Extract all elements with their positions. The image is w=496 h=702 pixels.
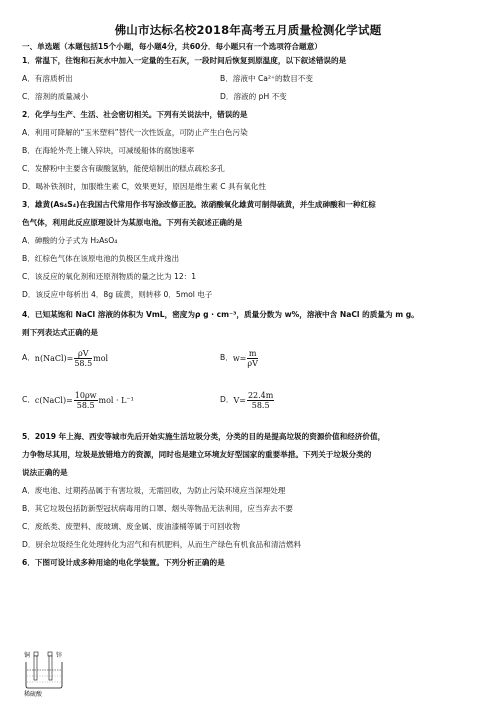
q3-stem-line2: 色气体，利用此反应原理设计为某原电池。下列有关叙述正确的是 <box>22 218 243 227</box>
q4-option-c-fraction <box>74 391 98 410</box>
q5-stem-line3: 说法正确的是 <box>22 468 68 477</box>
q5-option-b[interactable]: B．其它垃圾包括防新型冠状病毒用的口罩、烟头等物品无法利用，应当弃去不要 <box>22 504 293 513</box>
q3-option-d[interactable]: D．该反应中每析出 4．8g 硫黄，则转移 0．5mol 电子 <box>22 290 213 299</box>
q4-option-d-denominator: 58.5 <box>251 400 270 410</box>
beaker <box>26 662 62 688</box>
q4-option-a-label: A． <box>22 353 35 362</box>
q4-option-c[interactable] <box>22 382 134 418</box>
terminal-right <box>48 652 52 656</box>
zinc-label: 锌 <box>56 652 63 659</box>
q4-option-d[interactable] <box>220 382 275 418</box>
q1-option-d[interactable]: D．溶液的 pH 不变 <box>220 92 287 101</box>
q4-option-b-fraction <box>247 349 257 368</box>
q4-option-d-numerator: 22.4m <box>247 390 274 400</box>
q4-option-b-label: B． <box>220 353 233 362</box>
copper-label: 铜 <box>24 652 31 659</box>
q4-option-c-denominator: 58.5 <box>76 400 95 410</box>
q4-option-d-label: D． <box>220 395 234 404</box>
q4-option-c-lhs: c(NaCl)= <box>34 395 73 405</box>
copper-electrode <box>34 656 37 680</box>
q4-option-a-lhs: n(NaCl)= <box>34 353 74 363</box>
q4-stem-line1: 4．已知某饱和 NaCl 溶液的体积为 VmL，密度为ρ g · cm⁻³，质量分数为 w%，溶液中含 NaCl 的质量为 m g。 <box>22 310 419 319</box>
q4-option-a-unit: mol <box>93 353 109 363</box>
q4-option-b-numerator: m <box>248 348 257 358</box>
q4-option-c-unit: mol · L⁻¹ <box>98 395 134 405</box>
zinc-electrode <box>49 656 52 680</box>
cell-diagram-svg <box>22 650 82 698</box>
q1-option-c[interactable]: C．溶剂的质量减小 <box>22 92 89 101</box>
q6-stem: 6．下图可设计成多种用途的电化学装置。下列分析正确的是 <box>22 558 225 567</box>
q4-stem-line2: 则下列表达式正确的是 <box>22 328 98 337</box>
q4-option-c-numerator: 10ρw <box>74 390 97 400</box>
q2-option-b[interactable]: B．在海轮外壳上镶入锌块，可减缓船体的腐蚀速率 <box>22 146 195 155</box>
q1-stem: 1．常温下，往饱和石灰水中加入一定量的生石灰，一段时间后恢复到原温度，以下叙述错误的是 <box>22 56 347 65</box>
q4-option-b[interactable] <box>220 340 259 376</box>
q4-option-a-denominator: 58.5 <box>74 358 93 368</box>
q4-option-b-lhs: w= <box>232 353 247 363</box>
terminal-left <box>34 652 38 656</box>
q2-stem: 2．化学与生产、生活、社会密切相关。下列有关说法中，错误的是 <box>22 110 248 119</box>
q2-option-c[interactable]: C．发酵粉中主要含有碳酸氢钠，能使焙制出的糕点疏松多孔 <box>22 164 225 173</box>
q5-option-d[interactable]: D．厨余垃圾经生化处理转化为沼气和有机肥料，从而生产绿色有机食品和清洁燃料 <box>22 540 302 549</box>
q5-stem-line2: 力争物尽其用，垃圾是放错地方的资源，同时也是建立环境友好型国家的重要举措。下列关于垃圾分类的 <box>22 450 372 459</box>
q3-option-c[interactable]: C．该反应的氧化剂和还原剂物质的量之比为 12：1 <box>22 272 197 281</box>
q4-option-a[interactable] <box>22 340 108 376</box>
q3-option-b[interactable]: B．红棕色气体在该原电池的负极区生成并逸出 <box>22 254 180 263</box>
q4-option-a-numerator: ρV <box>74 349 92 359</box>
q4-option-d-lhs: V= <box>233 395 246 405</box>
q2-option-a[interactable]: A．利用可降解的“玉米塑料”替代一次性饭盒，可防止产生白色污染 <box>22 128 248 137</box>
q1-option-a[interactable]: A．有溶质析出 <box>22 74 73 83</box>
q4-option-b-denominator: ρV <box>247 358 258 368</box>
q4-option-a-fraction <box>74 349 92 368</box>
q1-option-b[interactable]: B．溶液中 Ca²⁺的数目不变 <box>220 74 313 83</box>
q5-stem-line1: 5．2019 年上海、西安等城市先后开始实施生活垃圾分类，分类的目的是提高垃圾的资源价值和经济价值， <box>22 432 386 441</box>
q5-option-a[interactable]: A．废电池、过期药品属于有害垃圾，无需回收，为防止污染环境应当深埋处理 <box>22 486 286 495</box>
page-title: 佛山市达标名校2018年高考五月质量检测化学试题 <box>114 23 382 37</box>
q5-option-c[interactable]: C．废纸类、废塑料、废玻璃、废金属、废油漆桶等属于可回收物 <box>22 522 240 531</box>
electrochemical-cell-diagram <box>22 650 82 698</box>
section-heading: 一、单选题（本题包括15个小题，每小题4分，共60分．每小题只有一个选项符合题意） <box>22 42 322 51</box>
q3-stem-line1: 3．雄黄(As₄S₄)在我国古代常用作书写涂改修正胶。浓硝酸氧化雄黄可制得硫黄，并生成砷酸和一种红棕 <box>22 200 376 209</box>
q4-option-d-fraction <box>247 391 274 410</box>
sulfuric-acid-label: 稀硫酸 <box>24 691 43 698</box>
q2-option-d[interactable]: D．喝补铁剂时，加服维生素 C，效果更好，原因是维生素 C 具有氧化性 <box>22 182 266 191</box>
q3-option-a[interactable]: A．砷酸的分子式为 H₂AsO₄ <box>22 236 118 245</box>
q4-option-c-label: C． <box>22 395 35 404</box>
